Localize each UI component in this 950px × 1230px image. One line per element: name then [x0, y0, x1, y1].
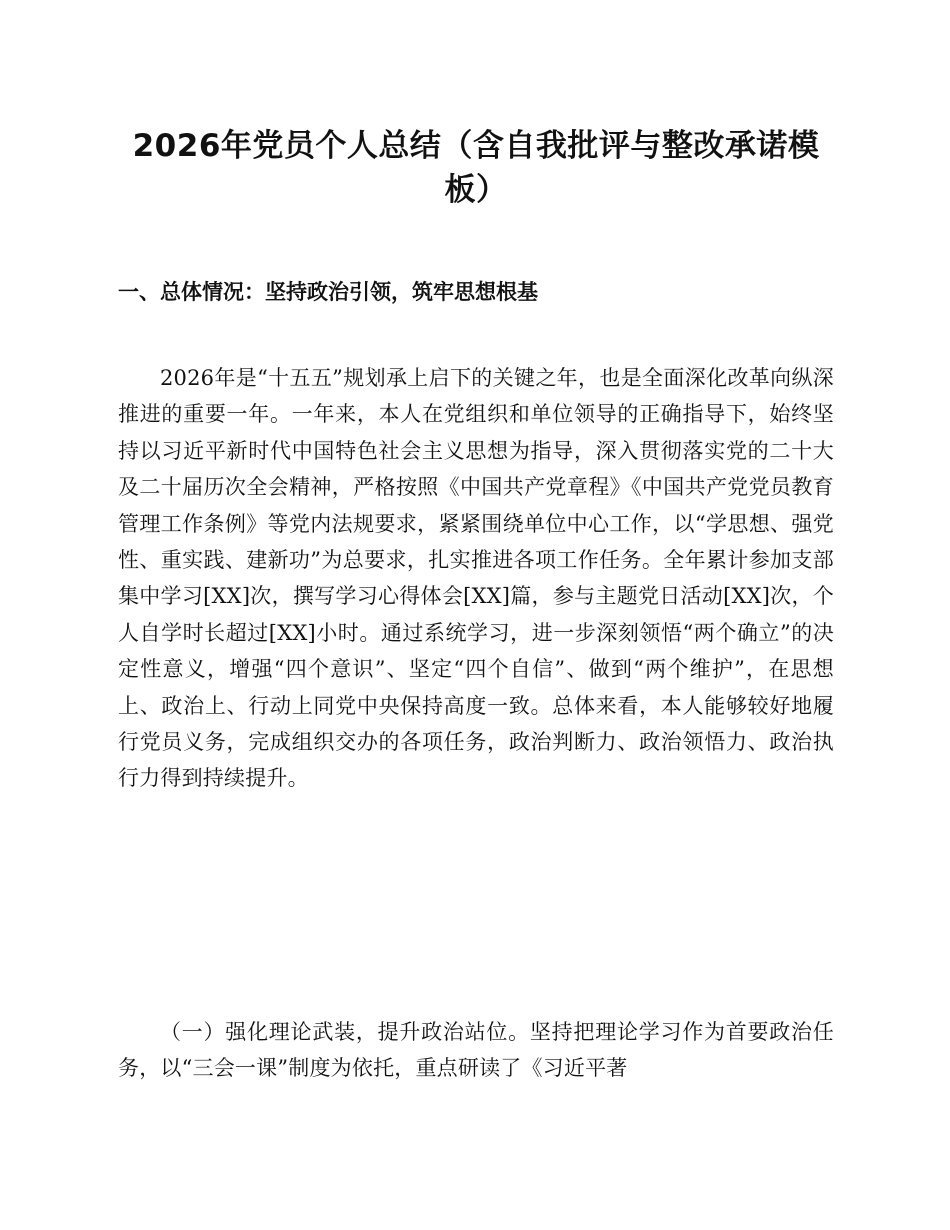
body-paragraph: 2026年是“十五五”规划承上启下的关键之年，也是全面深化改革向纵深推进的重要一年。一年来，本人在党组织和单位领导的正确指导下，始终坚持以习近平新时代中国特色社会主义思想为指导，深入贯彻落实党的二十大及二十届历次全会精神，严格按照《中国共产党章程》《中国共产党党员教育管理工作条例》等党内法规要求，紧紧围绕单位中心工作，以“学思想、强党性、重实践、建新功”为总要求，扎实推进各项工作任务。全年累计参加支部集中学习[XX]次，撰写学习心得体会[XX]篇，参与主题党日活动[XX]次，个人自学时长超过[XX]小时。通过系统学习，进一步深刻领悟“两个确立”的决定性意义，增强“四个意识”、坚定“四个自信”、做到“两个维护”，在思想上、政治上、行动上同党中央保持高度一致。总体来看，本人能够较好地履行党员义务，完成组织交办的各项任务，政治判断力、政治领悟力、政治执行力得到持续提升。 — [118, 366, 834, 791]
body-paragraph: （一）强化理论武装，提升政治站位。坚持把理论学习作为首要政治任务，以“三会一课”制度为依托，重点研读了《习近平著 — [118, 1020, 834, 1081]
document-title: 2026年党员个人总结（含自我批评与整改承诺模板） — [132, 128, 820, 208]
section-heading: 一、总体情况：坚持政治引领，筑牢思想根基 — [118, 280, 538, 304]
